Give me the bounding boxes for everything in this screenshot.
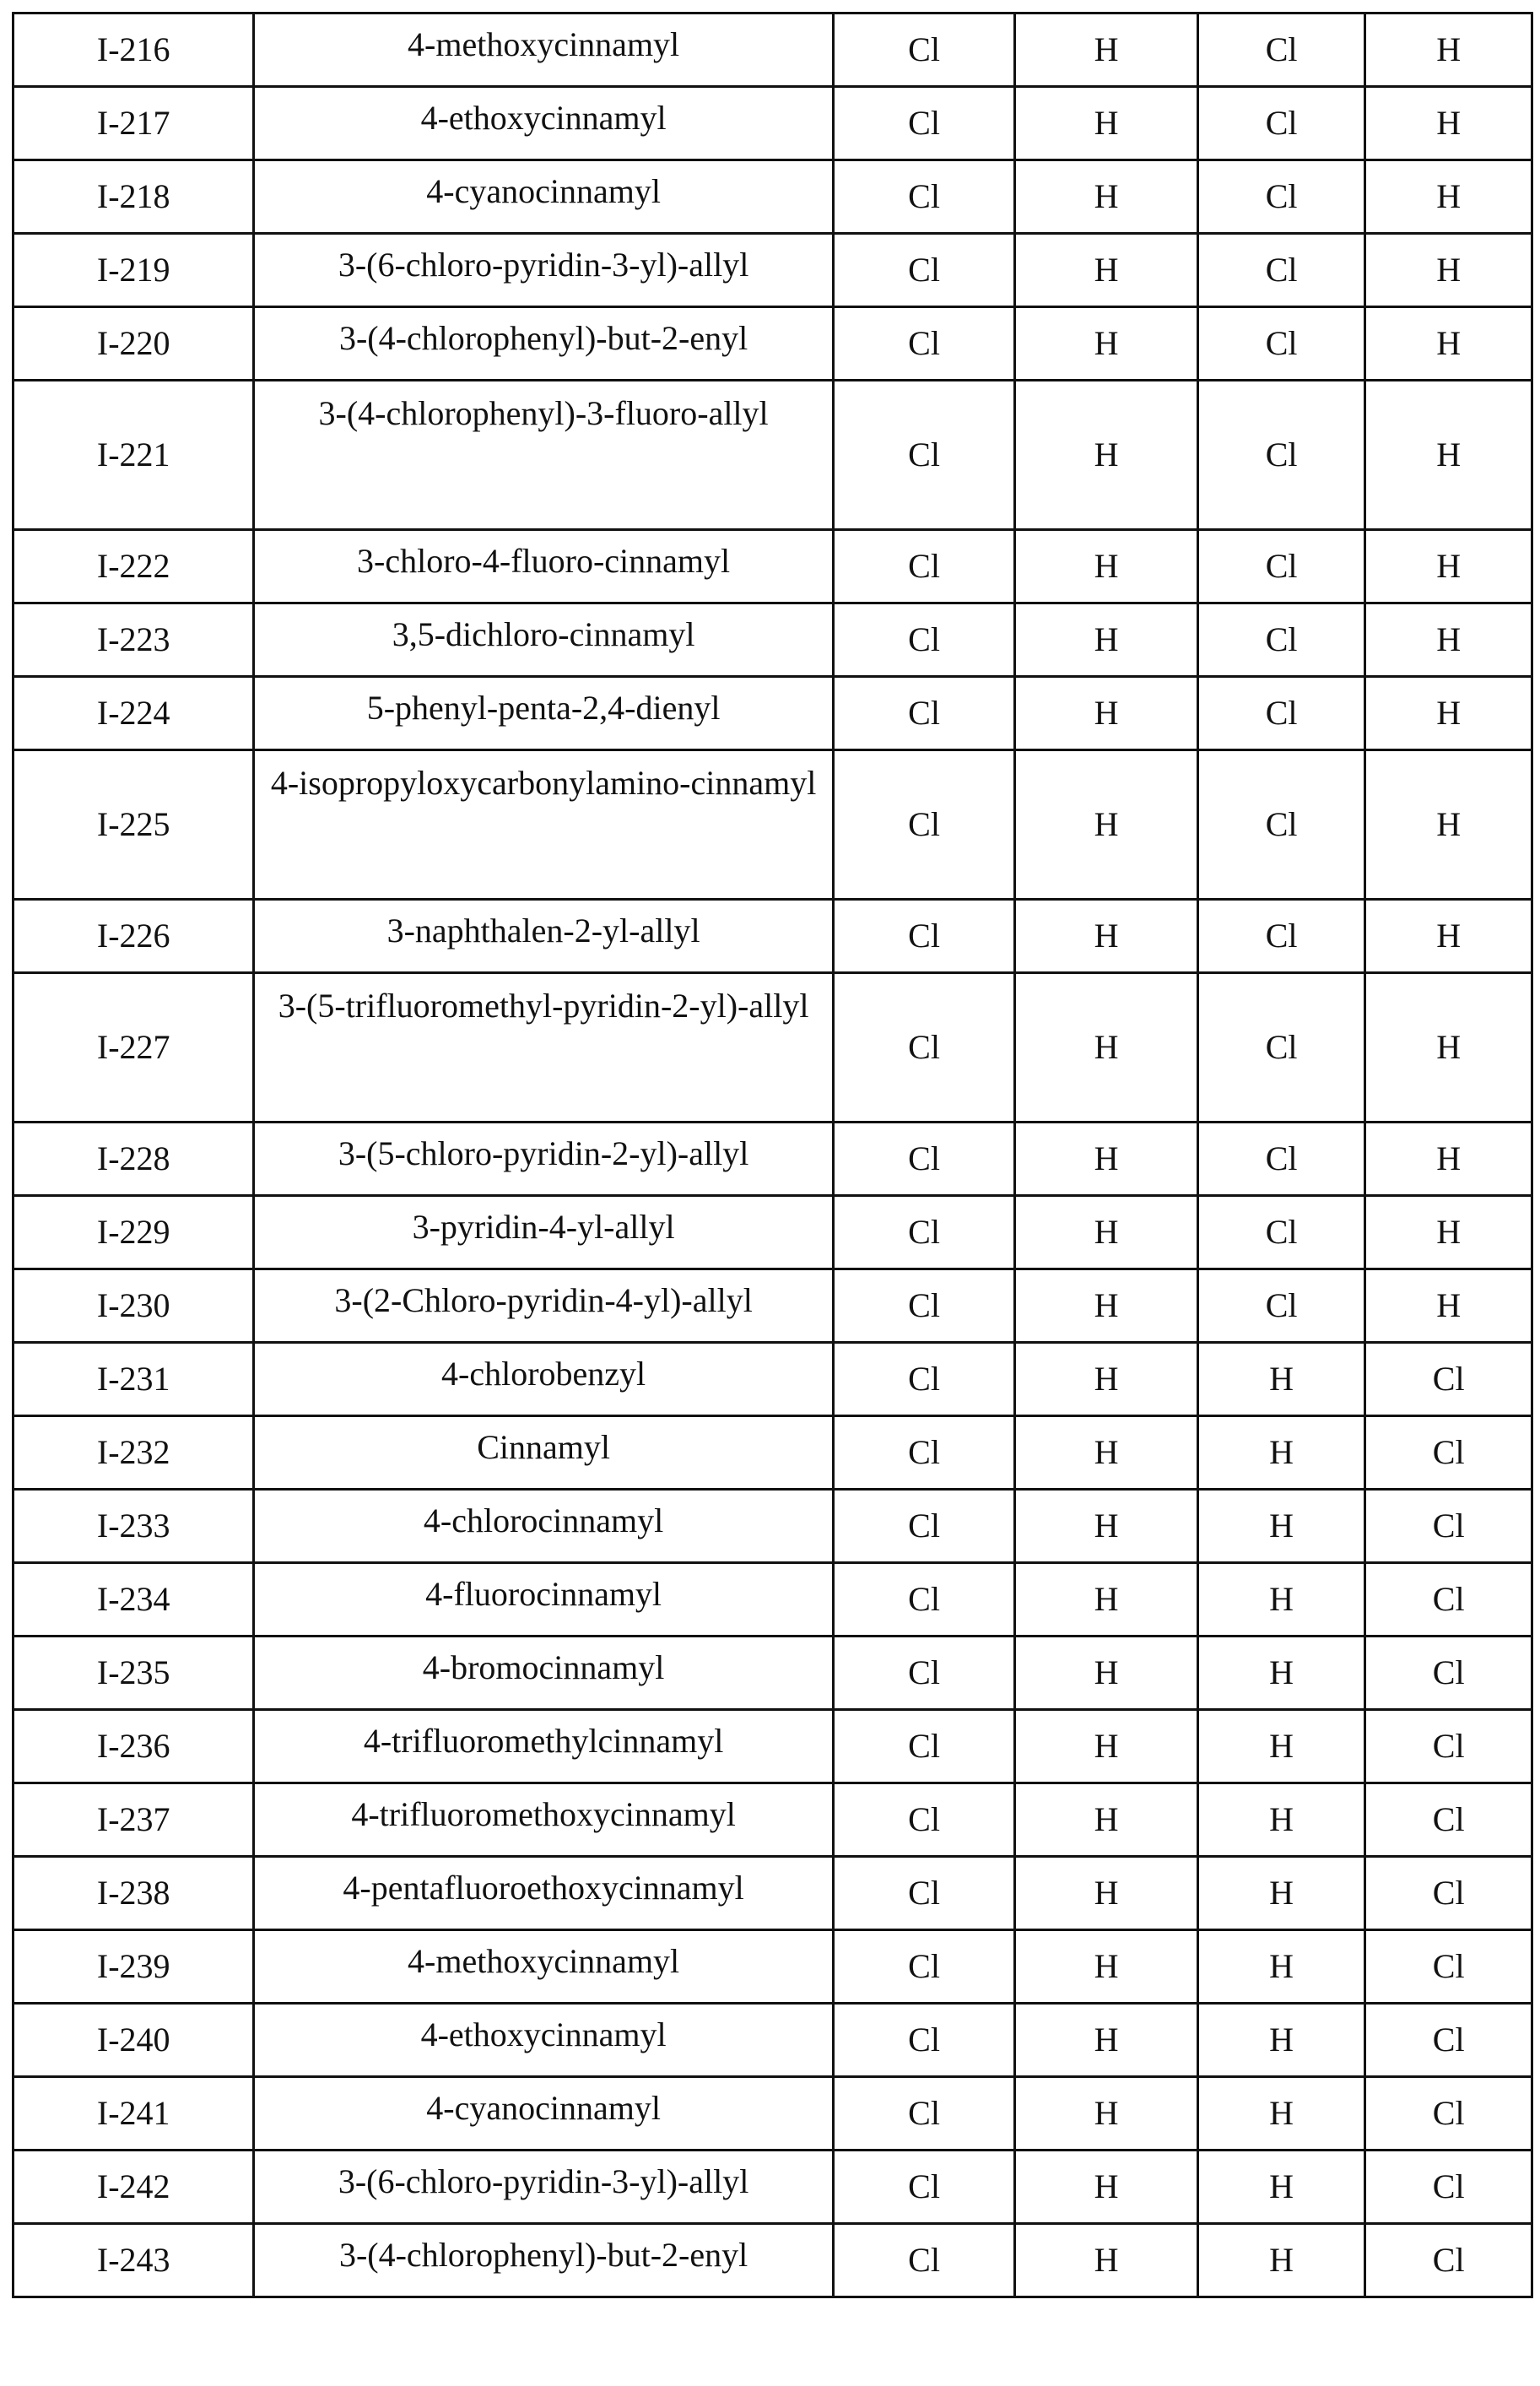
- cell-name: 3-(5-chloro-pyridin-2-yl)-allyl: [254, 1123, 833, 1196]
- cell-r4: H: [1365, 14, 1532, 87]
- cell-r2: H: [1015, 1710, 1198, 1783]
- cell-r3: H: [1197, 1343, 1365, 1416]
- cell-r3: H: [1197, 1490, 1365, 1563]
- cell-id: I-239: [14, 1930, 254, 2004]
- cell-r3: Cl: [1197, 160, 1365, 234]
- cell-r1: Cl: [833, 234, 1015, 307]
- cell-id: I-238: [14, 1857, 254, 1930]
- cell-r1: Cl: [833, 14, 1015, 87]
- cell-name: 4-ethoxycinnamyl: [254, 87, 833, 160]
- cell-r4: H: [1365, 973, 1532, 1123]
- cell-r2: H: [1015, 1269, 1198, 1343]
- table-row: [14, 381, 1532, 530]
- cell-r2: H: [1015, 1196, 1198, 1269]
- cell-r3: H: [1197, 1930, 1365, 2004]
- table-row: [14, 14, 1532, 87]
- cell-r1: Cl: [833, 1563, 1015, 1637]
- cell-r4: H: [1365, 677, 1532, 750]
- cell-r2: H: [1015, 160, 1198, 234]
- table-row: [14, 2224, 1532, 2297]
- cell-r3: H: [1197, 1783, 1365, 1857]
- cell-r4: H: [1365, 87, 1532, 160]
- cell-r2: H: [1015, 750, 1198, 900]
- cell-r1: Cl: [833, 1123, 1015, 1196]
- cell-r2: H: [1015, 900, 1198, 973]
- cell-r1: Cl: [833, 603, 1015, 677]
- cell-r2: H: [1015, 1343, 1198, 1416]
- cell-r3: Cl: [1197, 900, 1365, 973]
- cell-r1: Cl: [833, 307, 1015, 381]
- cell-r4: Cl: [1365, 1930, 1532, 2004]
- cell-r4: H: [1365, 1196, 1532, 1269]
- cell-r4: H: [1365, 900, 1532, 973]
- cell-id: I-228: [14, 1123, 254, 1196]
- cell-id: I-230: [14, 1269, 254, 1343]
- table-row: [14, 1637, 1532, 1710]
- cell-id: I-227: [14, 973, 254, 1123]
- cell-r2: H: [1015, 381, 1198, 530]
- cell-r2: H: [1015, 2224, 1198, 2297]
- cell-id: I-223: [14, 603, 254, 677]
- cell-id: I-229: [14, 1196, 254, 1269]
- cell-name: 3-(5-trifluoromethyl-pyridin-2-yl)-allyl: [254, 973, 833, 1123]
- cell-r2: H: [1015, 1123, 1198, 1196]
- cell-r3: H: [1197, 2151, 1365, 2224]
- table-row: [14, 1710, 1532, 1783]
- table-row: [14, 750, 1532, 900]
- cell-r1: Cl: [833, 677, 1015, 750]
- cell-r1: Cl: [833, 2004, 1015, 2077]
- cell-r4: Cl: [1365, 1637, 1532, 1710]
- cell-r3: H: [1197, 1637, 1365, 1710]
- cell-r1: Cl: [833, 1416, 1015, 1490]
- table-row: [14, 2151, 1532, 2224]
- cell-name: 4-trifluoromethoxycinnamyl: [254, 1783, 833, 1857]
- cell-r3: Cl: [1197, 381, 1365, 530]
- cell-r2: H: [1015, 87, 1198, 160]
- cell-r2: H: [1015, 530, 1198, 603]
- cell-name: 4-chlorocinnamyl: [254, 1490, 833, 1563]
- cell-r4: H: [1365, 603, 1532, 677]
- cell-id: I-234: [14, 1563, 254, 1637]
- table-row: [14, 1563, 1532, 1637]
- cell-id: I-237: [14, 1783, 254, 1857]
- cell-name: 3-(4-chlorophenyl)-but-2-enyl: [254, 2224, 833, 2297]
- cell-r2: H: [1015, 1637, 1198, 1710]
- cell-r4: Cl: [1365, 1490, 1532, 1563]
- cell-r1: Cl: [833, 973, 1015, 1123]
- cell-id: I-221: [14, 381, 254, 530]
- table-row: [14, 307, 1532, 381]
- cell-r4: H: [1365, 1269, 1532, 1343]
- cell-r3: Cl: [1197, 1269, 1365, 1343]
- cell-id: I-217: [14, 87, 254, 160]
- cell-name: 3-(6-chloro-pyridin-3-yl)-allyl: [254, 234, 833, 307]
- cell-name: 3-chloro-4-fluoro-cinnamyl: [254, 530, 833, 603]
- cell-r1: Cl: [833, 2151, 1015, 2224]
- cell-r2: H: [1015, 1783, 1198, 1857]
- cell-r2: H: [1015, 1857, 1198, 1930]
- table-row: [14, 1343, 1532, 1416]
- cell-name: 3-(6-chloro-pyridin-3-yl)-allyl: [254, 2151, 833, 2224]
- cell-r1: Cl: [833, 2077, 1015, 2151]
- cell-r2: H: [1015, 677, 1198, 750]
- cell-id: I-233: [14, 1490, 254, 1563]
- cell-r1: Cl: [833, 87, 1015, 160]
- cell-r2: H: [1015, 1563, 1198, 1637]
- cell-r2: H: [1015, 603, 1198, 677]
- cell-id: I-225: [14, 750, 254, 900]
- cell-id: I-226: [14, 900, 254, 973]
- cell-r4: Cl: [1365, 1710, 1532, 1783]
- table-row: [14, 1196, 1532, 1269]
- cell-r4: Cl: [1365, 2077, 1532, 2151]
- cell-id: I-218: [14, 160, 254, 234]
- cell-name: 3-(4-chlorophenyl)-but-2-enyl: [254, 307, 833, 381]
- cell-id: I-240: [14, 2004, 254, 2077]
- cell-r1: Cl: [833, 1269, 1015, 1343]
- table-row: [14, 900, 1532, 973]
- cell-r3: Cl: [1197, 1196, 1365, 1269]
- table-row: [14, 1416, 1532, 1490]
- cell-name: 3-naphthalen-2-yl-allyl: [254, 900, 833, 973]
- cell-id: I-235: [14, 1637, 254, 1710]
- cell-name: 5-phenyl-penta-2,4-dienyl: [254, 677, 833, 750]
- cell-r1: Cl: [833, 1930, 1015, 2004]
- cell-r1: Cl: [833, 381, 1015, 530]
- table-row: [14, 1490, 1532, 1563]
- cell-r3: Cl: [1197, 530, 1365, 603]
- cell-id: I-232: [14, 1416, 254, 1490]
- cell-id: I-222: [14, 530, 254, 603]
- cell-r4: Cl: [1365, 1563, 1532, 1637]
- table-row: [14, 160, 1532, 234]
- cell-r3: Cl: [1197, 973, 1365, 1123]
- cell-r2: H: [1015, 2004, 1198, 2077]
- cell-r2: H: [1015, 2077, 1198, 2151]
- table-row: [14, 1123, 1532, 1196]
- cell-r4: H: [1365, 750, 1532, 900]
- cell-name: 4-ethoxycinnamyl: [254, 2004, 833, 2077]
- cell-r3: H: [1197, 2077, 1365, 2151]
- cell-r3: H: [1197, 1416, 1365, 1490]
- cell-r4: Cl: [1365, 1343, 1532, 1416]
- cell-r2: H: [1015, 1416, 1198, 1490]
- cell-r3: H: [1197, 2224, 1365, 2297]
- table-row: [14, 603, 1532, 677]
- cell-r4: H: [1365, 307, 1532, 381]
- cell-r3: Cl: [1197, 603, 1365, 677]
- cell-name: 4-methoxycinnamyl: [254, 1930, 833, 2004]
- cell-r1: Cl: [833, 1490, 1015, 1563]
- table-row: [14, 530, 1532, 603]
- cell-r3: Cl: [1197, 1123, 1365, 1196]
- cell-r1: Cl: [833, 1783, 1015, 1857]
- cell-id: I-241: [14, 2077, 254, 2151]
- cell-name: 4-pentafluoroethoxycinnamyl: [254, 1857, 833, 1930]
- cell-r2: H: [1015, 14, 1198, 87]
- cell-name: 4-fluorocinnamyl: [254, 1563, 833, 1637]
- cell-r1: Cl: [833, 1343, 1015, 1416]
- cell-r2: H: [1015, 2151, 1198, 2224]
- cell-r1: Cl: [833, 1637, 1015, 1710]
- cell-r3: H: [1197, 2004, 1365, 2077]
- cell-id: I-220: [14, 307, 254, 381]
- cell-r2: H: [1015, 1930, 1198, 2004]
- cell-name: 3-pyridin-4-yl-allyl: [254, 1196, 833, 1269]
- cell-r3: H: [1197, 1710, 1365, 1783]
- cell-name: 3,5-dichloro-cinnamyl: [254, 603, 833, 677]
- cell-r4: Cl: [1365, 2151, 1532, 2224]
- cell-r4: H: [1365, 530, 1532, 603]
- compound-table: [12, 12, 1533, 2298]
- cell-id: I-231: [14, 1343, 254, 1416]
- cell-r2: H: [1015, 307, 1198, 381]
- cell-id: I-224: [14, 677, 254, 750]
- cell-name: 4-chlorobenzyl: [254, 1343, 833, 1416]
- cell-r3: H: [1197, 1857, 1365, 1930]
- cell-r3: Cl: [1197, 14, 1365, 87]
- table-row: [14, 234, 1532, 307]
- cell-r1: Cl: [833, 1710, 1015, 1783]
- table-row: [14, 1930, 1532, 2004]
- cell-r4: Cl: [1365, 1416, 1532, 1490]
- cell-id: I-216: [14, 14, 254, 87]
- cell-r1: Cl: [833, 1857, 1015, 1930]
- cell-r3: Cl: [1197, 234, 1365, 307]
- cell-r2: H: [1015, 1490, 1198, 1563]
- cell-name: 3-(2-Chloro-pyridin-4-yl)-allyl: [254, 1269, 833, 1343]
- cell-name: 4-trifluoromethylcinnamyl: [254, 1710, 833, 1783]
- cell-r4: Cl: [1365, 2224, 1532, 2297]
- cell-r3: Cl: [1197, 307, 1365, 381]
- table-row: [14, 973, 1532, 1123]
- cell-r1: Cl: [833, 1196, 1015, 1269]
- cell-id: I-242: [14, 2151, 254, 2224]
- cell-r4: Cl: [1365, 1783, 1532, 1857]
- cell-r4: H: [1365, 1123, 1532, 1196]
- cell-r4: Cl: [1365, 2004, 1532, 2077]
- table-row: [14, 1269, 1532, 1343]
- table-row: [14, 1783, 1532, 1857]
- cell-name: 4-cyanocinnamyl: [254, 160, 833, 234]
- cell-r1: Cl: [833, 530, 1015, 603]
- cell-r1: Cl: [833, 160, 1015, 234]
- cell-name: 4-cyanocinnamyl: [254, 2077, 833, 2151]
- cell-r3: Cl: [1197, 677, 1365, 750]
- cell-name: 3-(4-chlorophenyl)-3-fluoro-allyl: [254, 381, 833, 530]
- cell-r1: Cl: [833, 2224, 1015, 2297]
- cell-r2: H: [1015, 234, 1198, 307]
- cell-id: I-236: [14, 1710, 254, 1783]
- cell-r1: Cl: [833, 900, 1015, 973]
- table-row: [14, 2077, 1532, 2151]
- cell-r1: Cl: [833, 750, 1015, 900]
- cell-r3: Cl: [1197, 87, 1365, 160]
- cell-r2: H: [1015, 973, 1198, 1123]
- cell-name: 4-methoxycinnamyl: [254, 14, 833, 87]
- cell-id: I-243: [14, 2224, 254, 2297]
- cell-r3: Cl: [1197, 750, 1365, 900]
- cell-name: Cinnamyl: [254, 1416, 833, 1490]
- cell-r4: H: [1365, 234, 1532, 307]
- table-row: [14, 87, 1532, 160]
- cell-id: I-219: [14, 234, 254, 307]
- cell-name: 4-isopropyloxycarbonylamino-cinnamyl: [254, 750, 833, 900]
- cell-name: 4-bromocinnamyl: [254, 1637, 833, 1710]
- table-row: [14, 677, 1532, 750]
- cell-r4: H: [1365, 381, 1532, 530]
- cell-r4: Cl: [1365, 1857, 1532, 1930]
- cell-r4: H: [1365, 160, 1532, 234]
- cell-r3: H: [1197, 1563, 1365, 1637]
- table-row: [14, 1857, 1532, 1930]
- table-row: [14, 2004, 1532, 2077]
